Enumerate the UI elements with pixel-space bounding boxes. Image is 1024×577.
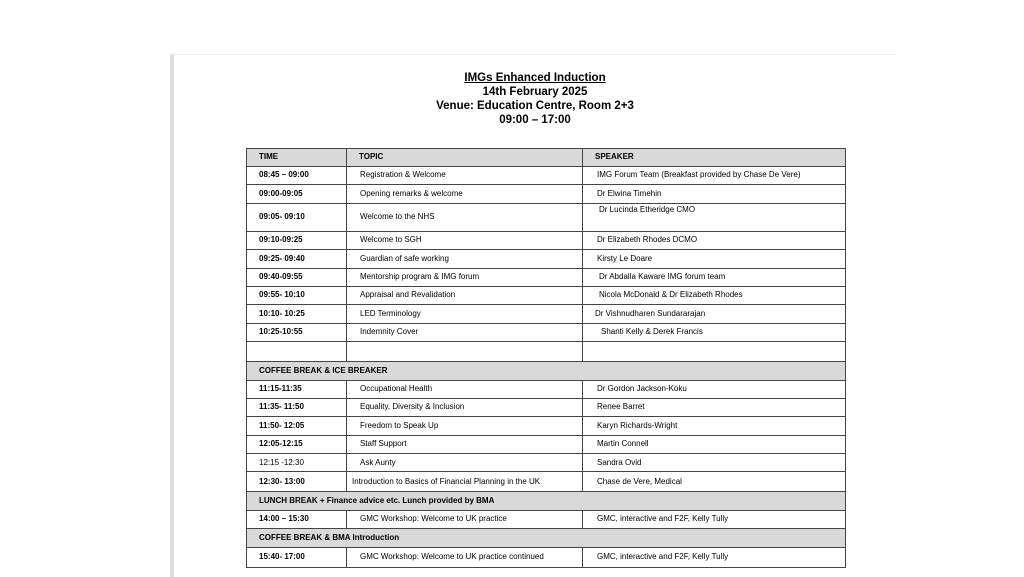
table-row (247, 417, 846, 435)
event-date: 14th February 2025 (482, 86, 588, 98)
row-time: 09:55- 10:10 (247, 286, 347, 304)
table-row (247, 323, 846, 341)
break-label: COFFEE BREAK & BMA Introduction (247, 529, 846, 547)
table-row (247, 454, 846, 472)
row-speaker: Dr Elwina Timehin (583, 185, 846, 203)
break-row (247, 362, 846, 380)
row-topic: Ask Aunty (347, 454, 583, 472)
row-topic: Welcome to the NHS (347, 203, 583, 231)
table-row (247, 286, 846, 304)
row-topic: Mentorship program & IMG forum (347, 268, 583, 286)
row-speaker: Dr Lucinda Etheridge CMO (583, 203, 846, 231)
break-label: COFFEE BREAK & ICE BREAKER (247, 362, 846, 380)
break-row (247, 529, 846, 547)
row-time: 10:25-10:55 (247, 323, 347, 341)
table-row (247, 547, 846, 567)
row-topic: Registration & Welcome (347, 167, 583, 185)
row-topic: GMC Workshop: Welcome to UK practice continued (347, 547, 583, 567)
table-row (247, 250, 846, 268)
table-row (247, 231, 846, 249)
row-time: 09:40-09:55 (247, 268, 347, 286)
table-row-empty (247, 342, 846, 362)
row-topic: Freedom to Speak Up (347, 417, 583, 435)
row-time: 11:15-11:35 (247, 380, 347, 398)
row-topic: Appraisal and Revalidation (347, 286, 583, 304)
column-header-time: TIME (247, 149, 347, 167)
table-row (247, 268, 846, 286)
row-speaker: GMC, interactive and F2F, Kelly Tully (583, 510, 846, 528)
table-row (247, 398, 846, 416)
table-row (247, 167, 846, 185)
document-header (174, 71, 896, 127)
column-header-topic: TOPIC (347, 149, 583, 167)
row-topic: Introduction to Basics of Financial Planning in the UK (347, 472, 583, 492)
row-time: 09:25- 09:40 (247, 250, 347, 268)
row-speaker: Nicola McDonald & Dr Elizabeth Rhodes (583, 286, 846, 304)
row-topic: LED Terminology (347, 305, 583, 323)
table-header-row (247, 149, 846, 167)
row-time: 10:10- 10:25 (247, 305, 347, 323)
event-venue: Venue: Education Centre, Room 2+3 (436, 100, 634, 112)
row-time: 15:40- 17:00 (247, 547, 347, 567)
schedule-table (246, 148, 846, 568)
table-row (247, 380, 846, 398)
row-speaker (583, 342, 846, 362)
row-topic: Occupational Health (347, 380, 583, 398)
row-speaker: Shanti Kelly & Derek Francis (583, 323, 846, 341)
row-topic (347, 342, 583, 362)
row-time: 12:05-12:15 (247, 435, 347, 453)
row-time: 12:15 -12:30 (247, 454, 347, 472)
column-header-speaker: SPEAKER (583, 149, 846, 167)
row-speaker: GMC, interactive and F2F, Kelly Tully (583, 547, 846, 567)
row-time: 09:10-09:25 (247, 231, 347, 249)
row-topic: GMC Workshop: Welcome to UK practice (347, 510, 583, 528)
document-title: IMGs Enhanced Induction (464, 72, 606, 84)
row-topic: Opening remarks & welcome (347, 185, 583, 203)
row-speaker: Dr Elizabeth Rhodes DCMO (583, 231, 846, 249)
row-time (247, 342, 347, 362)
row-speaker: Sandra Ovid (583, 454, 846, 472)
event-hours: 09:00 – 17:00 (499, 114, 571, 126)
row-topic: Guardian of safe working (347, 250, 583, 268)
row-speaker: Chase de Vere, Medical (583, 472, 846, 492)
row-time: 09:05- 09:10 (247, 203, 347, 231)
row-topic: Staff Support (347, 435, 583, 453)
table-row (247, 185, 846, 203)
break-row (247, 492, 846, 510)
row-speaker: Renee Barret (583, 398, 846, 416)
row-speaker: Dr Gordon Jackson-Koku (583, 380, 846, 398)
document-page (170, 54, 896, 577)
row-speaker: IMG Forum Team (Breakfast provided by Chase De Vere) (583, 167, 846, 185)
row-time: 09:00-09:05 (247, 185, 347, 203)
row-time: 11:35- 11:50 (247, 398, 347, 416)
row-speaker: Karyn Richards-Wright (583, 417, 846, 435)
row-speaker: Dr Abdalla Kaware IMG forum team (583, 268, 846, 286)
row-speaker: Dr Vishnudharen Sundararajan (583, 305, 846, 323)
table-row (247, 510, 846, 528)
row-topic: Welcome to SGH (347, 231, 583, 249)
row-topic: Equality, Diversity & Inclusion (347, 398, 583, 416)
row-time: 11:50- 12:05 (247, 417, 347, 435)
row-time: 14:00 – 15:30 (247, 510, 347, 528)
table-row (247, 203, 846, 231)
break-label: LUNCH BREAK + Finance advice etc. Lunch provided by BMA (247, 492, 846, 510)
row-time: 12:30- 13:00 (247, 472, 347, 492)
row-speaker: Kirsty Le Doare (583, 250, 846, 268)
row-topic: Indemnity Cover (347, 323, 583, 341)
table-row (247, 472, 846, 492)
table-row (247, 435, 846, 453)
row-time: 08:45 – 09:00 (247, 167, 347, 185)
table-row (247, 305, 846, 323)
row-speaker: Martin Connell (583, 435, 846, 453)
